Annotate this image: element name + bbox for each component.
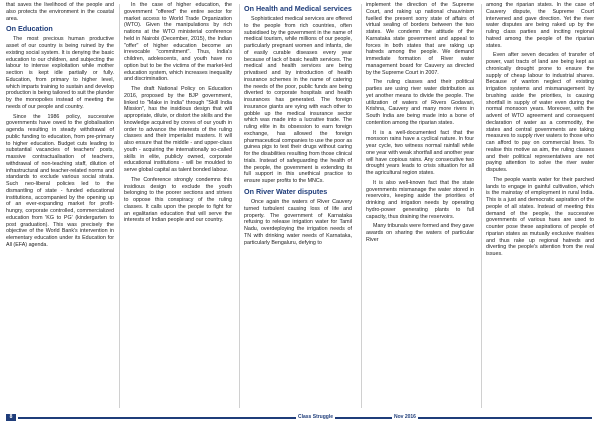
footer-date-label: Nov 2016 (394, 414, 416, 420)
body-paragraph: It is also well-known fact that the state governments mismanage the water stored in reservoirs, keeping aside the priorities of drinking and irrigation needs by operating hydro-power generating plants to full capacity, thus draining the reservoirs. (366, 179, 474, 220)
body-paragraph: The Conference strongly condemns this insidious design to exclude the youth belonging to the poorer sections and strives to oppose this conspiracy of the ruling classes. It calls upon the people to fight for an egalitarian education that will serve the interests of Indian people and our country. (124, 176, 232, 224)
body-paragraph: among the riparian states. In the case of Cauvery dispute, the Supreme Court intervened and gave direction. Yet the river water disputes are being raked up by the ruling class parties and inciting regional hatred among the people of the riparian states. (486, 2, 594, 49)
body-paragraph: The ruling classes and their political parties are using river water distribution as yet another means to divide the people. The utilization of waters of Rivers Godavari, Krishna, Cauvery and many more rivers in South India are being made into a bone of contention among the riparian states. (366, 79, 474, 126)
column-divider (239, 4, 240, 408)
body-paragraph: In the case of higher education, the government "offered" the entire sector for market access to World Trade Organization (WTO). Given the manipulations by rich nations at the WTO ministerial conference held in Nairobi (December, 2015), the Indian "offer" of higher education become an irrevocable "commitment". Thus, India's children, adolescents, and youth have no option but to be the victims of the market-led education system, which increases inequality and discrimination. (124, 2, 232, 83)
body-paragraph: that saves the livelihood of the people and also protects the environment in the coastal area. (6, 2, 114, 22)
body-paragraph: implement the direction of the Supreme Court, and raking up national chauvinism fuelled the present sorry state of affairs of virtual sealing of borders between the two states. We condemn the attitude of the Karnataka state government and appeal to forces in both states that are raking up hatreds among the people. We demand immediate formation of River water management board for Cauvery as directed by the Supreme Court in 2007. (366, 2, 474, 76)
body-paragraph: The most precious human productive asset of our country is being ruined by the existing social system. It is denying the basic education to our children, and subjecting the labour to intense exploitation while mother section is kept idle partially or fully. Education, from primary to higher level, which imparts training to sustain and develop production is being tailored to suit the plunder by the monopolies instead of meeting the needs of our people and country. (6, 36, 114, 110)
body-paragraph: The draft National Policy on Education 2016, proposed by the BJP government, linked to "Make in India" through "Skill India Mission", has the insidious design that will appropriate, dilute, or distort the skills and the knowledge acquired by crores of our youth in order to advance the interests of the ruling classes and their imperialist masters. It will also ensure that the middle - and upper-class youth - acquiring the internationally so-called skills in elite, publicly owned, corporate educational institutions - will be moulded to serve global capital as talent bonded labour. (124, 86, 232, 173)
body-paragraph: It is a well-documented fact that the monsoon rains have a cyclical nature. In four year cycle, two witness normal rainfall while one year with weak shortfall and another year will have copious rains. Any consecutive two drought years leads to crisis situation for all the agricultural region states. (366, 129, 474, 176)
column-divider (119, 4, 120, 408)
body-paragraph: Sophisticated medical services are offered to the people from rich countries, often subsidised by the government in the name of medical tourism, while millions of our people, particularly pregnant women and infants, die of easily curable diseases every year because of lack of basic health services. The medical and health services are being privatised and by introduction of health insurance schemes in the name of catering the needs of the poor, public funds are being diverted to corporate hospitals and health insurances has generated. The foreign insurance giants are vying with each other to gobble up the medical insurance sector which was made into a lucrative trade. The ruling elite in its obsession to earn foreign exchange, has allowed the foreign pharmaceutical companies to use the poor as guinea pigs to test their drugs without caring for the disabilities resulting from those clinical trials. Instead of safeguarding the health of the people, the government is extending its full support in this unethical practice to ensure super profits to the MNCs. (244, 16, 352, 185)
body-paragraph: Once again the waters of River Cauvery turned turbulent causing loss of life and property. The government of Karnataka refusing to release irrigation water for Tamil Nadu, overdeploying the irrigation needs of TN with drinking water needs of Karnataka, particularly Bengaluru, defying to (244, 199, 352, 246)
column-5 (486, 2, 594, 412)
body-paragraph: Many tribunals were formed and they gave awards on sharing the waters of particular River (366, 223, 474, 243)
footer-publication-label: Class Struggle (298, 414, 334, 420)
page-number: 8 (6, 414, 16, 421)
column-2 (124, 2, 232, 412)
body-paragraph: Since the 1986 policy, successive governments have owed to the globalisation agenda resulting in steady withdrawal of public funding to education, from pre-primary to higher education. Budget cuts leading to substantial vacancies of teachers' posts, massive contractualisation of teachers, withdrawal of non-teaching staff, dilution of infrastructural and teacher-related norms and standards to exclude various social strata. Such neo-liberal policies led to the dismantling of state - funded educational institutions, accompanied by the opening up of an ever-expanding market for profit-hungry, corporate controlled, commercialized education from 'KG to PG' (kindergarten to post graduation). This was precisely the objective of the World Bank's intervention in elementary education under its Education for All (EFA) agenda. (6, 113, 114, 248)
body-paragraph: Even after seven decades of transfer of power, vast tracts of land are being kept as chronically drought prone to ensure the supply of cheap labour to industrial shares. Because of wanton neglect of existing irrigation systems and mismanagement by brushing aside the priorities, is causing shortfall in supply of water even during the normal monsoon years. Moreover, with the advent of WTO agreement and consequent declaration of water as a commodity, the states and central governments are taking measures to supply river waters to those who can afford to pay on commercial lines. To realise this motive as aim, the ruling classes and their political representatives are not paying attention to solve the river water disputes. (486, 52, 594, 173)
column-4 (366, 2, 474, 412)
section-heading: On River Water disputes (244, 186, 328, 196)
column-divider (481, 4, 482, 408)
column-divider (361, 4, 362, 408)
section-heading: On Health and Medical services (244, 4, 352, 13)
column-3 (244, 2, 352, 412)
column-1 (6, 2, 114, 412)
body-paragraph: The people wants water for their parched lands to engage in gainful cultivation, which is the mainstay of employment in rural India. This is a just and democratic aspiration of the people of all states. Instead of meeting this demand of the people, the successive governments of various hues are used to counter pose these aspirations of people of riparian states as mutually exclusive rivalries and thus rake up regional hatreds and diverting the people's attention from the real issues. (486, 176, 594, 257)
section-heading: On Education (6, 24, 53, 34)
